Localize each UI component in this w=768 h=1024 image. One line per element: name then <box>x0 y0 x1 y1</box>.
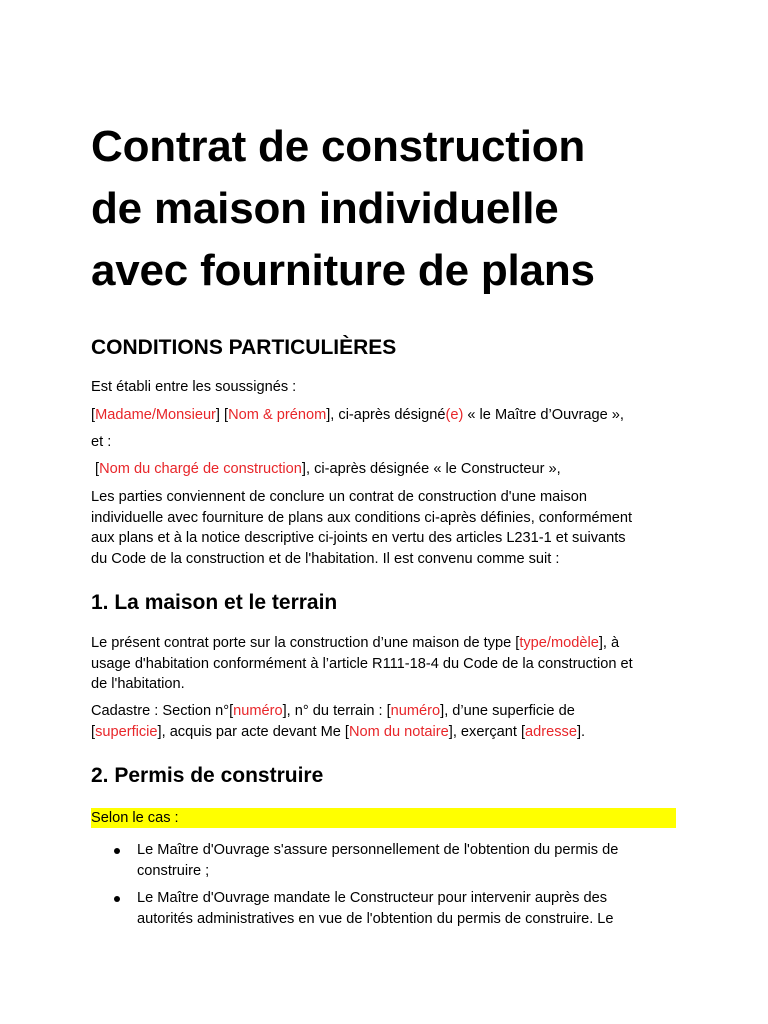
section1-para1-line: usage d'habitation conformément à l’article R111-18-4 du Code de la construction et <box>91 655 633 672</box>
cadastre-text: Cadastre : Section n°[ <box>91 703 234 719</box>
cadastre-text: [ <box>91 723 96 740</box>
party1-line <box>91 405 681 426</box>
et-text: et : <box>91 434 112 450</box>
name-placeholder: Nom & prénom <box>228 407 327 423</box>
selon-le-cas-highlight: Selon le cas : <box>91 808 676 828</box>
agreement-line: aux plans et à la notice descriptive ci-joints en vertu des articles L231-1 et suivants <box>91 530 626 546</box>
agreement-paragraph <box>91 487 681 569</box>
gender-placeholder: (e) <box>445 407 464 423</box>
permit-options-list <box>91 840 681 936</box>
section1-para1-line: de l'habitation. <box>91 676 185 692</box>
section-number-placeholder: numéro <box>233 703 283 719</box>
party1-text: ], ci-après désigné <box>326 407 446 423</box>
notaire-placeholder: Nom du notaire <box>348 723 449 740</box>
agreement-line: du Code de la construction et de l'habitation. Il est convenu comme suit : <box>91 550 560 567</box>
title-line: avec fourniture de plans <box>91 246 595 295</box>
title-line: Contrat de construction <box>91 122 586 171</box>
cadastre-line <box>91 722 681 743</box>
superficie-placeholder: superficie <box>95 723 158 740</box>
etabli-paragraph <box>91 377 681 398</box>
list-item <box>91 840 681 881</box>
cadastre-text: ], n° du terrain : [ <box>282 703 391 719</box>
civility-placeholder: Madame/Monsieur <box>95 407 216 423</box>
bracket-text: ] [ <box>215 407 229 423</box>
section1-para2 <box>91 701 681 742</box>
adresse-placeholder: adresse <box>525 723 577 740</box>
list-item-line: autorités administratives en vue de l'obtention du permis de construire. Le <box>137 910 614 927</box>
list-item-line: construire ; <box>137 862 210 879</box>
section1-para1 <box>91 633 681 695</box>
title-line: de maison individuelle <box>91 184 559 233</box>
section1-text: ], à <box>598 635 620 651</box>
bracket-text: [ <box>91 461 100 477</box>
bracket-text: [ <box>91 407 96 423</box>
cadastre-text: ]. <box>576 723 586 740</box>
bullet-icon <box>114 896 120 902</box>
document-title <box>91 116 681 302</box>
type-placeholder: type/modèle <box>519 635 599 651</box>
party2-text: ], ci-après désignée « le Constructeur », <box>301 461 561 477</box>
cadastre-text: ], d’une superficie de <box>440 703 575 719</box>
agreement-line: individuelle avec fourniture de plans aux conditions ci-après définies, conformément <box>91 509 633 526</box>
party2-line <box>91 459 681 480</box>
et-paragraph <box>91 432 681 453</box>
conditions-heading: CONDITIONS PARTICULIÈRES <box>91 336 397 359</box>
section1-text: Le présent contrat porte sur la construction d’une maison de type [ <box>91 635 520 651</box>
etabli-text: Est établi entre les soussignés : <box>91 379 297 395</box>
cadastre-text: ], acquis par acte devant Me [ <box>157 723 349 740</box>
cadastre-text: ], exerçant [ <box>448 723 526 740</box>
cadastre-line <box>91 701 681 722</box>
section1-para1-line <box>91 633 681 654</box>
party1-text: « le Maître d’Ouvrage », <box>463 407 624 423</box>
terrain-number-placeholder: numéro <box>390 703 441 719</box>
list-item-line: Le Maître d'Ouvrage s'assure personnellement de l'obtention du permis de <box>137 842 619 858</box>
list-item <box>91 888 681 929</box>
party2-paragraph <box>91 459 681 480</box>
builder-placeholder: Nom du chargé de construction <box>99 461 302 477</box>
list-item-line: Le Maître d'Ouvrage mandate le Constructeur pour intervenir auprès des <box>137 890 608 906</box>
party1-paragraph <box>91 405 681 426</box>
agreement-line: Les parties conviennent de conclure un contrat de construction d'une maison <box>91 489 588 505</box>
section1-heading: 1. La maison et le terrain <box>91 591 338 614</box>
bullet-icon <box>114 848 120 854</box>
section2-heading: 2. Permis de construire <box>91 764 324 787</box>
